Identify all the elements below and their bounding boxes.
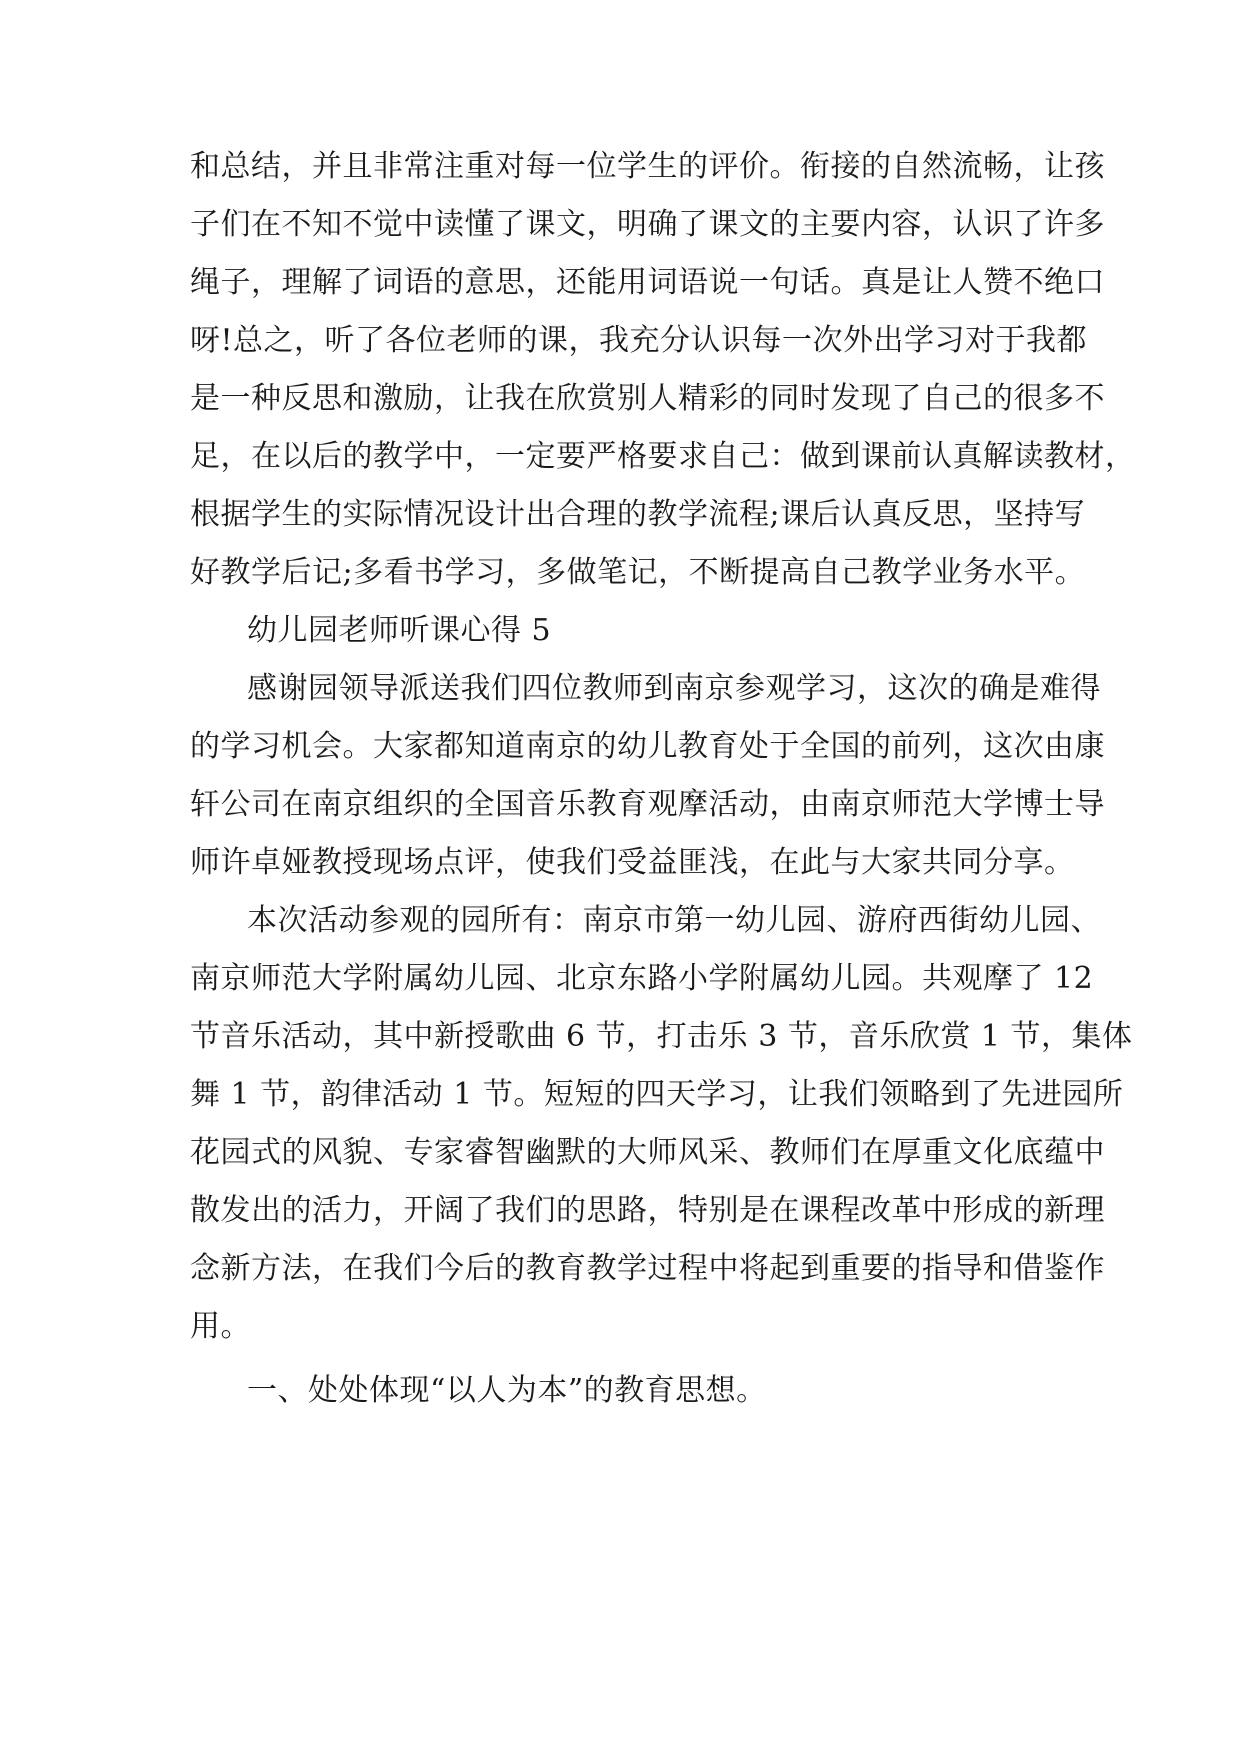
- text-line: 本次活动参观的园所有：南京市第一幼儿园、游府西街幼儿园、: [247, 903, 1101, 938]
- text-line: 绳子，理解了词语的意思，还能用词语说一句话。真是让人赞不绝口: [190, 265, 1105, 300]
- text-line: 节音乐活动，其中新授歌曲 6 节，打击乐 3 节，音乐欣赏 1 节，集体: [190, 1019, 1133, 1054]
- text-line: 用。: [190, 1309, 251, 1344]
- text-line: 呀!总之，听了各位老师的课，我充分认识每一次外出学习对于我都: [190, 323, 1088, 358]
- text-line: 散发出的活力，开阔了我们的思路，特别是在课程改革中形成的新理: [190, 1193, 1105, 1228]
- text-line: 和总结，并且非常注重对每一位学生的评价。衔接的自然流畅，让孩: [190, 149, 1105, 184]
- text-line: 的学习机会。大家都知道南京的幼儿教育处于全国的前列，这次由康: [190, 729, 1105, 764]
- text-line: 好教学后记;多看书学习，多做笔记，不断提高自己教学业务水平。: [190, 555, 1086, 590]
- text-line: 花园式的风貌、专家睿智幽默的大师风采、教师们在厚重文化底蕴中: [190, 1135, 1105, 1170]
- section-heading: 幼儿园老师听课心得 5: [247, 613, 552, 648]
- section-heading: 一、处处体现“以人为本”的教育思想。: [247, 1373, 767, 1408]
- text-line: 念新方法，在我们今后的教育教学过程中将起到重要的指导和借鉴作: [190, 1251, 1105, 1286]
- text-line: 足，在以后的教学中，一定要严格要求自己：做到课前认真解读教材，: [190, 439, 1136, 474]
- text-line: 轩公司在南京组织的全国音乐教育观摩活动，由南京师范大学博士导: [190, 787, 1105, 822]
- text-line: 感谢园领导派送我们四位教师到南京参观学习，这次的确是难得: [247, 671, 1101, 706]
- text-line: 舞 1 节，韵律活动 1 节。短短的四天学习，让我们领略到了先进园所: [190, 1077, 1124, 1112]
- text-line: 师许卓娅教授现场点评，使我们受益匪浅，在此与大家共同分享。: [190, 845, 1075, 880]
- text-line: 是一种反思和激励，让我在欣赏别人精彩的同时发现了自己的很多不: [190, 381, 1105, 416]
- text-line: 子们在不知不觉中读懂了课文，明确了课文的主要内容，认识了许多: [190, 207, 1105, 242]
- text-line: 根据学生的实际情况设计出合理的教学流程;课后认真反思，坚持写: [190, 497, 1086, 532]
- text-line: 南京师范大学附属幼儿园、北京东路小学附属幼儿园。共观摩了 12: [190, 961, 1094, 996]
